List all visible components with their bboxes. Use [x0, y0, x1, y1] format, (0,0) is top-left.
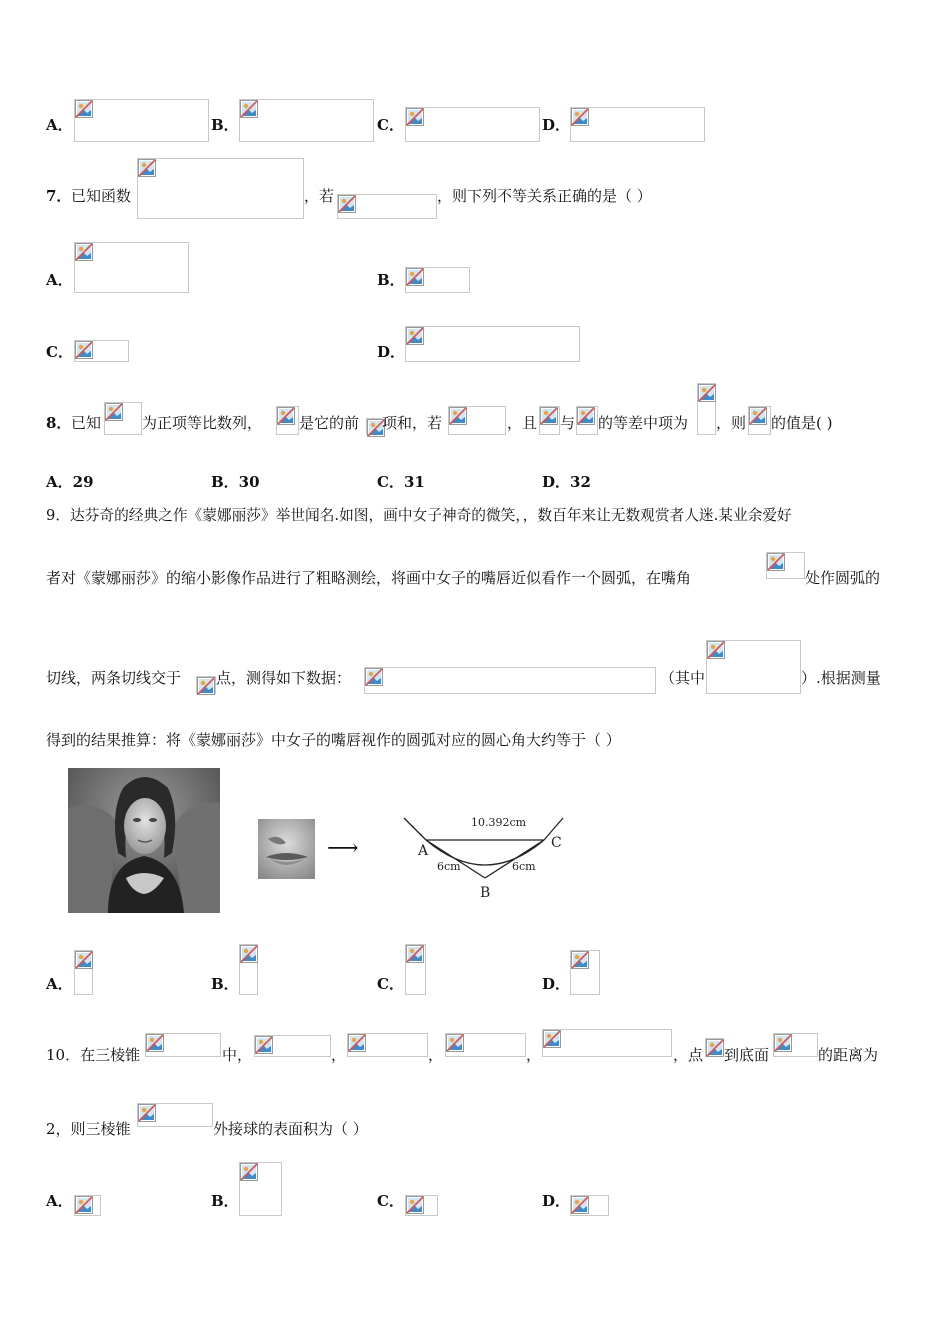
formula-image — [705, 1038, 724, 1057]
broken-image-icon — [138, 1104, 156, 1122]
broken-image-icon — [75, 1196, 93, 1214]
option-c-label: C． — [377, 1192, 404, 1210]
arrow-icon: ⟶ — [327, 836, 359, 861]
formula-image — [570, 950, 600, 995]
broken-image-icon — [365, 668, 383, 686]
formula-image — [405, 326, 580, 362]
broken-image-icon — [406, 108, 424, 126]
option-b-label: B． — [211, 116, 239, 134]
q8-text: 为正项等比数列， — [142, 414, 263, 432]
option-d-label: D． — [377, 343, 406, 361]
formula-image — [137, 1103, 213, 1127]
formula-image — [254, 1035, 331, 1057]
formula-image — [748, 406, 771, 435]
broken-image-icon — [240, 1163, 258, 1181]
formula-image — [239, 99, 374, 142]
side-label-right: 6cm — [512, 860, 536, 873]
option-b: B．30 — [211, 473, 260, 491]
option-a-label: A． — [46, 271, 73, 289]
broken-image-icon — [406, 327, 424, 345]
option-b-label: B． — [211, 1192, 239, 1210]
q8-text: 是它的前 — [299, 414, 360, 432]
broken-image-icon — [255, 1036, 273, 1054]
option-a-label: A． — [46, 116, 73, 134]
formula-image — [74, 340, 129, 362]
q8-number: 8． — [46, 414, 72, 432]
formula-image — [337, 194, 437, 219]
formula-image — [766, 552, 805, 579]
q10-text: ， — [428, 1046, 444, 1064]
option-b-label: B． — [377, 271, 405, 289]
option-d-label: D． — [542, 1192, 571, 1210]
formula-image — [405, 944, 426, 995]
q9-line4: 得到的结果推算：将《蒙娜丽莎》中女子的嘴唇视作的圆弧对应的圆心角大约等于（ ） — [46, 731, 621, 749]
formula-image — [697, 383, 716, 435]
formula-image — [145, 1033, 221, 1057]
formula-image — [347, 1033, 428, 1057]
mona-lisa-image — [68, 768, 220, 913]
q8-text: 的等差中项为 — [598, 414, 689, 432]
broken-image-icon — [774, 1034, 792, 1052]
option-a-label: A． — [46, 1192, 73, 1210]
chord-label: 10.392cm — [471, 816, 527, 829]
lips-image — [258, 819, 315, 879]
option-c-label: C． — [377, 116, 404, 134]
broken-image-icon — [406, 268, 424, 286]
broken-image-icon — [707, 641, 725, 659]
formula-image — [576, 406, 598, 435]
broken-image-icon — [146, 1034, 164, 1052]
option-d-label: D． — [542, 116, 571, 134]
q9-line3: ）.根据测量 — [801, 669, 881, 687]
formula-image — [405, 107, 540, 142]
q8-text: 的值是( ) — [771, 414, 833, 432]
label-a: A — [418, 843, 429, 859]
formula-image — [196, 676, 216, 694]
option-a-label: A． — [46, 975, 73, 993]
broken-image-icon — [277, 407, 295, 425]
broken-image-icon — [240, 100, 258, 118]
broken-image-icon — [75, 951, 93, 969]
label-c: C — [551, 835, 562, 851]
broken-image-icon — [698, 384, 716, 402]
formula-image — [239, 1162, 282, 1216]
formula-image — [448, 406, 506, 435]
formula-image — [74, 1195, 101, 1216]
q7-text: 已知函数 — [71, 187, 132, 205]
broken-image-icon — [706, 1039, 724, 1057]
option-c-label: C． — [377, 975, 404, 993]
broken-image-icon — [540, 407, 558, 425]
formula-image — [773, 1033, 818, 1057]
q8-text: 已知 — [71, 414, 102, 432]
formula-image — [445, 1033, 526, 1057]
q9-line3: 点，测得如下数据： — [216, 669, 352, 687]
broken-image-icon — [449, 407, 467, 425]
formula-image — [405, 267, 470, 293]
q10-text: ，点 — [673, 1046, 704, 1064]
q9-line1: 9．达芬奇的经典之作《蒙娜丽莎》举世闻名.如图，画中女子神奇的微笑，，数百年来让无数观赏者人迷.某业余爱好 — [46, 507, 792, 524]
broken-image-icon — [543, 1030, 561, 1048]
q8-text: 与 — [560, 414, 576, 432]
formula-image — [706, 640, 801, 694]
formula-image — [366, 418, 382, 435]
broken-image-icon — [338, 195, 356, 213]
formula-image — [276, 406, 299, 435]
formula-image — [137, 158, 304, 219]
q10-text: 的距离为 — [818, 1046, 879, 1064]
formula-image — [542, 1029, 672, 1057]
broken-image-icon — [75, 100, 93, 118]
q7-number: 7． — [46, 187, 72, 205]
q9-line2: 处作圆弧的 — [805, 569, 881, 587]
option-a: A．29 — [46, 473, 94, 491]
broken-image-icon — [406, 1196, 424, 1214]
option-b-label: B． — [211, 975, 239, 993]
broken-image-icon — [571, 951, 589, 969]
broken-image-icon — [75, 341, 93, 359]
broken-image-icon — [406, 945, 424, 963]
option-d-label: D． — [542, 975, 571, 993]
broken-image-icon — [240, 945, 258, 963]
q10-text: 外接球的表面积为（ ） — [213, 1120, 368, 1138]
formula-image — [364, 667, 656, 694]
broken-image-icon — [75, 243, 93, 261]
broken-image-icon — [105, 403, 123, 421]
broken-image-icon — [767, 553, 785, 571]
formula-image — [539, 406, 560, 435]
q10-text: 2，则三棱锥 — [46, 1120, 131, 1138]
label-b: B — [480, 885, 491, 901]
broken-image-icon — [138, 159, 156, 177]
broken-image-icon — [571, 1196, 589, 1214]
option-d: D．32 — [542, 473, 591, 491]
q7-text: ，若 — [304, 187, 335, 205]
formula-image — [570, 107, 705, 142]
formula-image — [74, 99, 209, 142]
q10-text: 中， — [222, 1046, 253, 1064]
formula-image — [239, 944, 258, 995]
broken-image-icon — [348, 1034, 366, 1052]
q8-text: 项和，若 — [382, 414, 443, 432]
option-c: C．31 — [377, 473, 425, 491]
broken-image-icon — [446, 1034, 464, 1052]
broken-image-icon — [749, 407, 767, 425]
q10-text: 到底面 — [724, 1046, 770, 1064]
formula-image — [570, 1195, 609, 1216]
q10-text: 10．在三棱锥 — [46, 1046, 141, 1064]
q8-text: ，则 — [716, 414, 747, 432]
option-c-label: C． — [46, 343, 73, 361]
broken-image-icon — [577, 407, 595, 425]
q8-text: ，且 — [507, 414, 538, 432]
q9-line2: 者对《蒙娜丽莎》的缩小影像作品进行了粗略测绘，将画中女子的嘴唇近似看作一个圆弧，在嘴角 — [46, 569, 692, 587]
side-label-left: 6cm — [437, 860, 461, 873]
q10-text: ， — [331, 1046, 347, 1064]
broken-image-icon — [571, 108, 589, 126]
broken-image-icon — [197, 677, 215, 695]
formula-image — [405, 1195, 438, 1216]
arc-diagram — [396, 808, 571, 903]
q9-line3: （其中 — [660, 669, 706, 687]
formula-image — [74, 242, 189, 293]
q9-line3: 切线，两条切线交于 — [46, 669, 182, 687]
q7-text: ，则下列不等关系正确的是（ ） — [437, 187, 652, 205]
q10-text: ， — [526, 1046, 542, 1064]
formula-image — [74, 950, 93, 995]
formula-image — [104, 402, 142, 435]
